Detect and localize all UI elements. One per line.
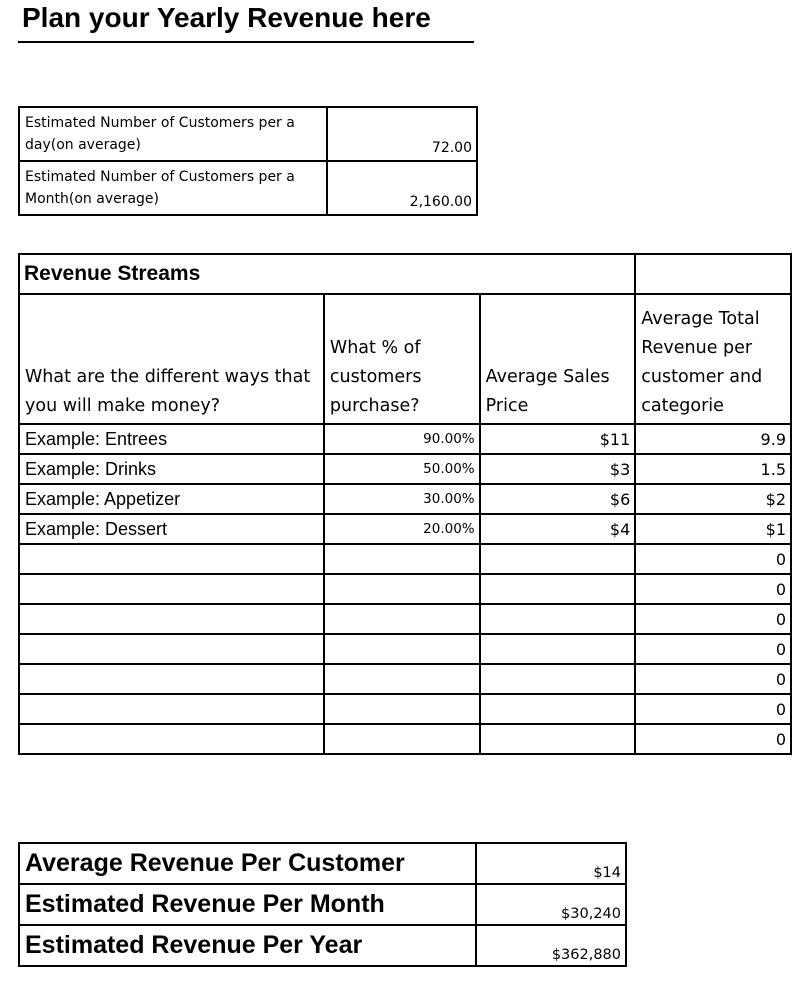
- sales-price-cell[interactable]: [480, 544, 636, 574]
- purchase-percent-cell[interactable]: [324, 544, 480, 574]
- revenue-row: [19, 424, 791, 454]
- total-revenue-cell[interactable]: 0: [635, 604, 791, 634]
- total-revenue-cell[interactable]: 0: [635, 664, 791, 694]
- avg-revenue-value[interactable]: $14: [476, 843, 626, 884]
- revenue-stream-name[interactable]: [19, 724, 324, 754]
- revenue-row: [19, 514, 791, 544]
- customers-row-daily: [19, 107, 477, 161]
- revenue-stream-name[interactable]: Example: Dessert: [19, 514, 324, 544]
- yearly-revenue-value[interactable]: $362,880: [476, 925, 626, 966]
- sales-price-cell[interactable]: [480, 634, 636, 664]
- revenue-row: [19, 694, 791, 724]
- sales-price-cell[interactable]: [480, 574, 636, 604]
- revenue-heading-row: [19, 254, 791, 294]
- avg-revenue-label: Average Revenue Per Customer: [19, 843, 476, 884]
- revenue-row: [19, 724, 791, 754]
- percent-column-header: What % of customers purchase?: [324, 294, 480, 424]
- customers-per-day-value[interactable]: 72.00: [327, 107, 477, 161]
- revenue-row: [19, 604, 791, 634]
- purchase-percent-cell[interactable]: 30.00%: [324, 484, 480, 514]
- summary-table: [18, 842, 627, 967]
- purchase-percent-cell[interactable]: 50.00%: [324, 454, 480, 484]
- customers-per-day-label: Estimated Number of Customers per a day(on average): [19, 107, 327, 161]
- total-revenue-cell[interactable]: 0: [635, 724, 791, 754]
- sales-price-cell[interactable]: $6: [480, 484, 636, 514]
- total-revenue-cell[interactable]: 0: [635, 634, 791, 664]
- summary-row: [19, 843, 626, 884]
- revenue-stream-name[interactable]: [19, 694, 324, 724]
- sales-price-cell[interactable]: $11: [480, 424, 636, 454]
- revenue-stream-name[interactable]: [19, 664, 324, 694]
- customers-per-month-value[interactable]: 2,160.00: [327, 161, 477, 215]
- sales-price-cell[interactable]: [480, 604, 636, 634]
- sales-price-cell[interactable]: [480, 664, 636, 694]
- total-revenue-cell[interactable]: 9.9: [635, 424, 791, 454]
- total-revenue-cell[interactable]: 0: [635, 574, 791, 604]
- revenue-stream-name[interactable]: [19, 574, 324, 604]
- revenue-row: [19, 574, 791, 604]
- customers-table: [18, 106, 478, 216]
- revenue-row: [19, 634, 791, 664]
- total-revenue-cell[interactable]: 1.5: [635, 454, 791, 484]
- revenue-row: [19, 544, 791, 574]
- sales-price-cell[interactable]: $4: [480, 514, 636, 544]
- total-revenue-cell[interactable]: $1: [635, 514, 791, 544]
- ways-column-header: What are the different ways that you will make money?: [19, 294, 324, 424]
- revenue-streams-table: [18, 253, 792, 755]
- monthly-revenue-value[interactable]: $30,240: [476, 884, 626, 925]
- revenue-streams-heading: Revenue Streams: [19, 254, 635, 294]
- purchase-percent-cell[interactable]: [324, 724, 480, 754]
- revenue-stream-name[interactable]: Example: Entrees: [19, 424, 324, 454]
- total-column-header: Average Total Revenue per customer and categorie: [635, 294, 791, 424]
- sales-price-cell[interactable]: $3: [480, 454, 636, 484]
- customers-per-month-label: Estimated Number of Customers per a Month(on average): [19, 161, 327, 215]
- total-revenue-cell[interactable]: 0: [635, 544, 791, 574]
- price-column-header: Average Sales Price: [480, 294, 636, 424]
- customers-row-monthly: [19, 161, 477, 215]
- purchase-percent-cell[interactable]: [324, 634, 480, 664]
- revenue-row: [19, 664, 791, 694]
- purchase-percent-cell[interactable]: [324, 664, 480, 694]
- summary-row: [19, 925, 626, 966]
- purchase-percent-cell[interactable]: 90.00%: [324, 424, 480, 454]
- revenue-row: [19, 454, 791, 484]
- yearly-revenue-label: Estimated Revenue Per Year: [19, 925, 476, 966]
- page-title: Plan your Yearly Revenue here: [22, 2, 431, 33]
- purchase-percent-cell[interactable]: 20.00%: [324, 514, 480, 544]
- empty-heading-cell[interactable]: [635, 254, 791, 294]
- sales-price-cell[interactable]: [480, 724, 636, 754]
- revenue-stream-name[interactable]: Example: Drinks: [19, 454, 324, 484]
- title-underline: [18, 41, 474, 43]
- purchase-percent-cell[interactable]: [324, 694, 480, 724]
- monthly-revenue-label: Estimated Revenue Per Month: [19, 884, 476, 925]
- revenue-row: [19, 484, 791, 514]
- total-revenue-cell[interactable]: 0: [635, 694, 791, 724]
- summary-row: [19, 884, 626, 925]
- purchase-percent-cell[interactable]: [324, 604, 480, 634]
- revenue-stream-name[interactable]: Example: Appetizer: [19, 484, 324, 514]
- sales-price-cell[interactable]: [480, 694, 636, 724]
- revenue-stream-name[interactable]: [19, 604, 324, 634]
- purchase-percent-cell[interactable]: [324, 574, 480, 604]
- revenue-stream-name[interactable]: [19, 544, 324, 574]
- revenue-column-headers: [19, 294, 791, 424]
- revenue-stream-name[interactable]: [19, 634, 324, 664]
- total-revenue-cell[interactable]: $2: [635, 484, 791, 514]
